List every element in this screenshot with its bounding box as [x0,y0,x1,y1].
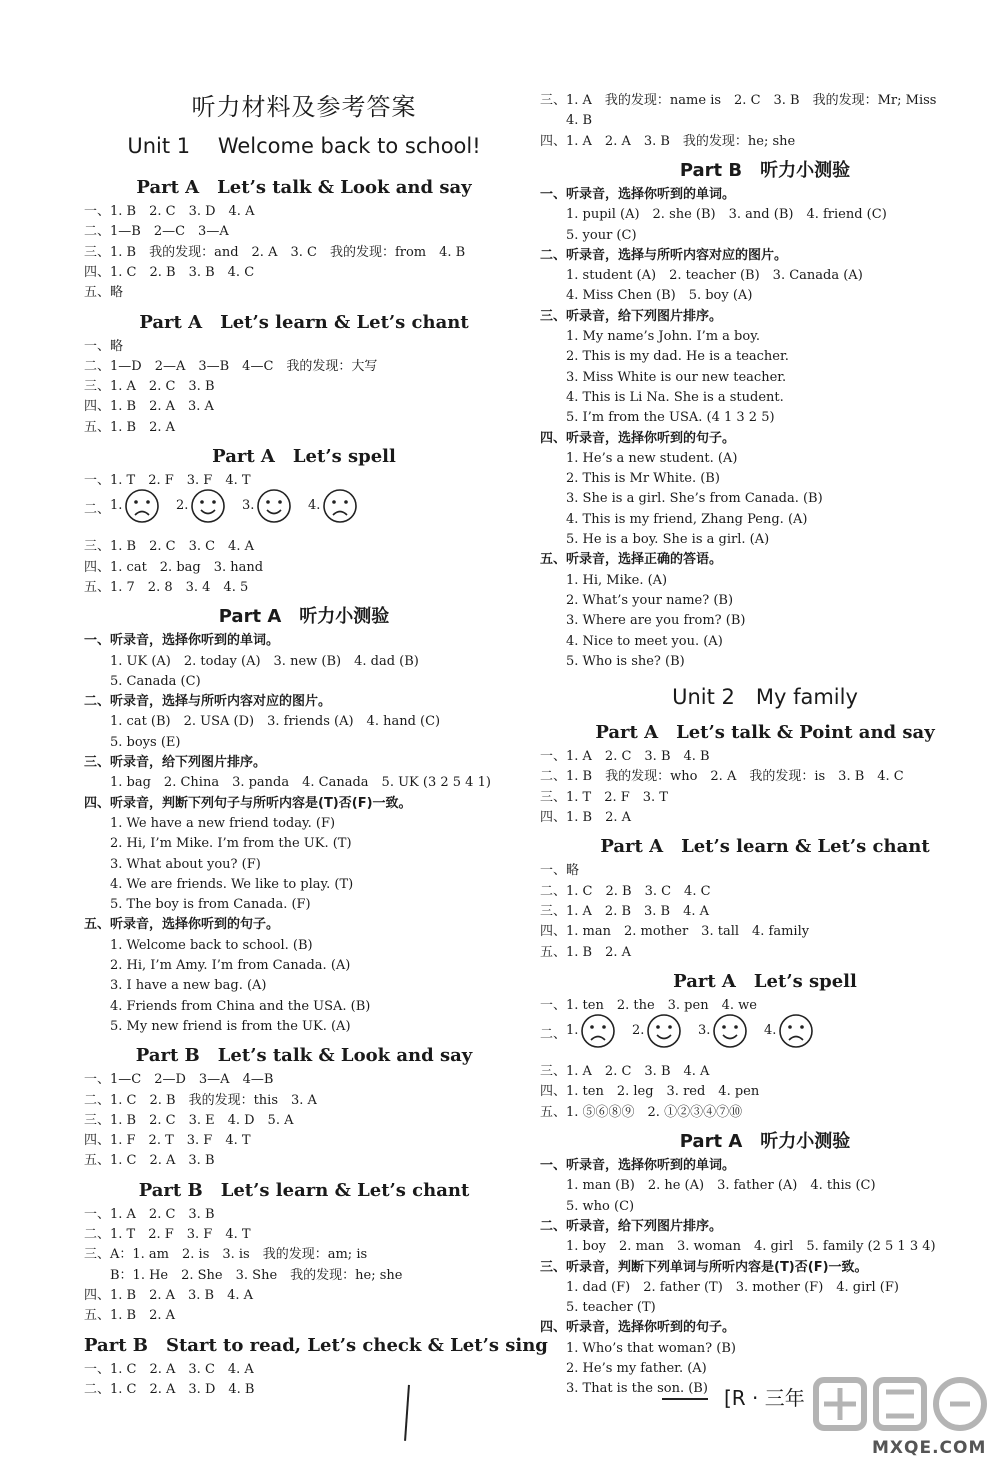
answer-line: B：1. He 2. She 3. She 我的发现：he; she [84,1267,403,1283]
answer-item: 5. Canada (C) [110,673,201,689]
answer-item: 2. He’s my father. (A) [566,1361,707,1376]
answer-line: 三、1. B 2. C 3. E 4. D 5. A [84,1112,294,1128]
face-number: 1. [110,498,123,514]
question-heading: 二、听录音，选择与所听内容对应的图片。 [84,694,332,710]
answer-item: 4. We are friends. We like to play. (T) [110,876,354,892]
faces-label: 二、 [540,1027,567,1043]
answer-line: 四、1. B 2. A 3. A [84,399,214,415]
section-heading: Part B Let’s learn & Let’s chant [138,1179,470,1201]
answer-item: 3. I have a new bag. (A) [110,978,267,994]
answer-item: 1. He’s a new student. (A) [566,450,738,466]
answer-line: 二、1. C 2. B 3. C 4. C [540,883,711,899]
footer-label: [R · 三年 [724,1386,805,1410]
answer-line: 一、1. C 2. A 3. C 4. A [84,1361,254,1377]
section-heading: Part B Let’s talk & Look and say [135,1045,473,1067]
answer-item: 3. That is the son. (B) [566,1381,708,1397]
answer-item: 4. Friends from China and the USA. (B) [110,998,371,1014]
answer-line: 四、1. F 2. T 3. F 4. T [84,1133,251,1149]
face-number: 1. [566,1023,579,1039]
answer-item: 5. who (C) [566,1198,635,1214]
face-number: 2. [632,1023,645,1039]
answer-line: 五、1. B 2. A [84,1308,176,1324]
answer-line: 五、1. 7 2. 8 3. 4 4. 5 [84,579,249,595]
answer-line: 三、1. A 我的发现：name is 2. C 3. B 我的发现：Mr; Miss [540,93,937,108]
answer-line: 一、1. ten 2. the 3. pen 4. we [540,997,757,1013]
answer-line: 一、略 [84,338,124,354]
answer-line: 五、1. ⑤⑥⑧⑨ 2. ①②③④⑦⑩ [540,1104,743,1120]
answer-line: 三、1. T 2. F 3. T [540,789,668,805]
unit-title: Unit 1 Welcome back to school! [127,134,481,158]
question-heading: 一、听录音，选择你听到的单词。 [84,633,280,649]
answer-item: 4. B [566,113,593,129]
section-heading: Part A 听力小测验 [218,606,390,628]
face-answer-row [84,488,384,528]
answer-line: 四、1. ten 2. leg 3. red 4. pen [540,1084,760,1100]
answer-line: 一、1. A 2. C 3. B 4. B [540,749,710,765]
answer-item: 1. cat (B) 2. USA (D) 3. friends (A) 4. hand (C) [110,714,441,730]
question-heading: 三、听录音，判断下列单词与所听内容是(T)否(F)一致。 [540,1259,868,1275]
answer-line: 一、1—C 2—D 3—A 4—B [84,1072,274,1088]
answer-line: 四、1. cat 2. bag 3. hand [84,559,264,575]
answer-line: 三、1. A 2. C 3. B [84,379,215,395]
watermark-text: MXQE.COM [872,1438,987,1458]
answer-item: 3. Where are you from? (B) [566,613,746,629]
face-number: 4. [308,498,321,514]
section-heading: Part A 听力小测验 [679,1131,851,1152]
answer-item: 5. your (C) [566,227,637,243]
section-heading: Part A Let’s learn & Let’s chant [139,311,469,333]
answer-line: 五、1. B 2. A [540,944,632,960]
answer-line: 四、1. B 2. A 3. B 4. A [84,1287,254,1303]
answer-item: 5. He is a boy. She is a girl. (A) [566,532,770,547]
unit-title: Unit 2 My family [672,685,858,710]
answer-item: 2. Hi, I’m Amy. I’m from Canada. (A) [110,958,351,973]
section-heading: Part B 听力小测验 [679,159,851,181]
answer-line: 五、略 [84,285,124,301]
answer-line: 一、略 [540,863,580,879]
question-heading: 四、听录音，判断下列句子与所听内容是(T)否(F)一致。 [84,795,412,811]
question-heading: 二、听录音，选择与所听内容对应的图片。 [540,247,788,263]
section-heading: Part A Let’s learn & Let’s chant [600,836,930,858]
answer-item: 4. This is my friend, Zhang Peng. (A) [566,511,808,527]
answer-item: 5. boys (E) [110,734,181,750]
answer-item: 1. man (B) 2. he (A) 3. father (A) 4. this (C) [566,1178,876,1194]
face-number: 4. [764,1023,777,1039]
answer-item: 4. This is Li Na. She is a student. [566,389,784,405]
question-heading: 二、听录音，给下列图片排序。 [540,1218,723,1234]
answer-line: 四、1. man 2. mother 3. tall 4. family [540,924,810,940]
answer-item: 1. We have a new friend today. (F) [110,815,336,831]
question-heading: 三、听录音，给下列图片排序。 [84,755,267,770]
answer-item: 2. Hi, I’m Mike. I’m from the UK. (T) [110,836,352,852]
answer-line: 一、1. A 2. C 3. B [84,1206,215,1222]
face-answer-row [540,1013,840,1053]
answer-item: 1. Who’s that woman? (B) [566,1340,736,1356]
answer-item: 1. Hi, Mike. (A) [566,572,668,588]
face-number: 3. [698,1023,711,1039]
answer-item: 1. bag 2. China 3. panda 4. Canada 5. UK (3 2 5 4 1) [110,775,491,791]
answer-item: 5. I’m from the USA. (4 1 3 2 5) [566,410,775,426]
answer-item: 2. What’s your name? (B) [566,592,734,608]
answer-line: 四、1. B 2. A [540,810,632,825]
answer-item: 1. pupil (A) 2. she (B) 3. and (B) 4. friend (C) [566,207,887,223]
answer-line: 三、1. A 2. B 3. B 4. A [540,903,710,919]
answer-item: 3. What about you? (F) [110,856,261,872]
answer-item: 5. Who is she? (B) [566,653,685,669]
answer-line: 五、1. B 2. A [84,419,176,435]
answer-item: 3. Miss White is our new teacher. [566,369,787,385]
answer-line: 二、1. T 2. F 3. F 4. T [84,1227,251,1242]
answer-item: 3. She is a girl. She’s from Canada. (B) [566,491,823,507]
answer-line: 二、1. C 2. A 3. D 4. B [84,1381,255,1397]
answer-line: 二、1—B 2—C 3—A [84,224,229,240]
section-heading: Part A Let’s spell [673,970,857,992]
answer-item: 2. This is my dad. He is a teacher. [566,349,789,365]
answer-line: 三、1. A 2. C 3. B 4. A [540,1064,710,1080]
answer-line: 一、1. T 2. F 3. F 4. T [84,473,251,488]
answer-item: 1. dad (F) 2. father (T) 3. mother (F) 4. girl (F) [566,1279,899,1295]
question-heading: 一、听录音，选择你听到的单词。 [540,1158,736,1173]
page-title: 听力材料及参考答案 [191,93,417,121]
answer-line: 五、1. C 2. A 3. B [84,1153,215,1169]
answer-line: 三、A：1. am 2. is 3. is 我的发现：am; is [84,1247,368,1263]
question-heading: 三、听录音，给下列图片排序。 [540,308,723,324]
answer-item: 1. boy 2. man 3. woman 4. girl 5. family (2 5 1 3 4) [566,1239,936,1255]
answer-item: 1. UK (A) 2. today (A) 3. new (B) 4. dad (B) [110,653,419,669]
answer-item: 5. teacher (T) [566,1300,656,1316]
answer-item: 1. Welcome back to school. (B) [110,937,313,953]
face-number: 2. [176,498,189,514]
section-heading: Part A Let’s spell [212,446,396,467]
answer-item: 1. My name’s John. I’m a boy. [566,329,760,344]
answer-line: 四、1. C 2. B 3. B 4. C [84,264,255,280]
face-number: 3. [242,498,255,514]
answer-line: 四、1. A 2. A 3. B 我的发现：he; she [540,133,796,149]
question-heading: 四、听录音，选择你听到的句子。 [540,1320,736,1336]
answer-item: 4. Nice to meet you. (A) [566,633,723,649]
answer-line: 一、1. B 2. C 3. D 4. A [84,204,255,219]
answer-item: 1. student (A) 2. teacher (B) 3. Canada (A) [566,268,863,284]
answer-line: 三、1. B 我的发现：and 2. A 3. C 我的发现：from 4. B [84,244,466,260]
answer-line: 三、1. B 2. C 3. C 4. A [84,539,254,555]
section-heading: Part A Let’s talk & Look and say [136,177,472,198]
answer-item: 5. The boy is from Canada. (F) [110,897,311,913]
answer-line: 二、1. B 我的发现：who 2. A 我的发现：is 3. B 4. C [540,769,904,785]
answer-item: 5. My new friend is from the UK. (A) [110,1018,351,1034]
footer-rule [662,1398,708,1400]
question-heading: 五、听录音，选择你听到的句子。 [84,917,280,933]
pen-stroke-mark [404,1385,414,1441]
question-heading: 一、听录音，选择你听到的单词。 [540,186,736,202]
question-heading: 五、听录音，选择正确的答语。 [540,552,723,568]
question-heading: 四、听录音，选择你听到的句子。 [540,430,736,446]
answer-line: 二、1. C 2. B 我的发现：this 3. A [84,1092,317,1108]
faces-label: 二、 [84,502,111,518]
section-heading: Part B Start to read, Let’s check & Let’s sing [84,1334,548,1356]
answer-item: 2. This is Mr White. (B) [566,471,720,487]
section-heading: Part A Let’s talk & Point and say [595,722,935,744]
answer-item: 4. Miss Chen (B) 5. boy (A) [566,288,753,304]
answer-line: 二、1—D 2—A 3—B 4—C 我的发现：大写 [84,358,378,374]
